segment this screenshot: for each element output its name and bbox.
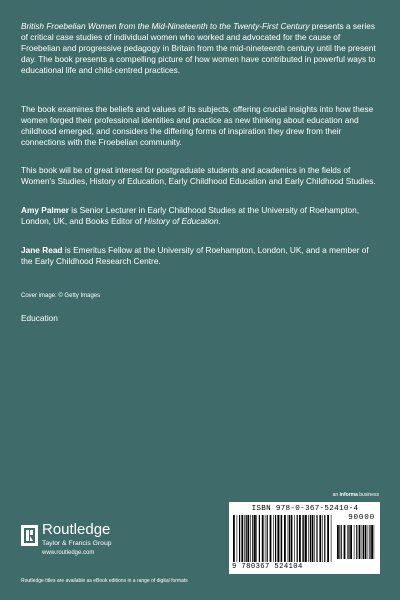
author-bio-1-text: is Senior Lecturer in Early Childhood Studies at the University of Roehampton, London, UK, and Books Editor of	[21, 205, 360, 226]
publisher-name: Routledge	[42, 521, 111, 538]
ean-digits: 9 780367 524104	[232, 563, 303, 571]
informa-suffix: business	[357, 492, 379, 498]
isbn-text: ISBN 978-0-367-52410-4	[251, 505, 359, 513]
author-name-1: Amy Palmer	[21, 205, 69, 215]
author-bio-1	[21, 205, 381, 227]
publisher-group: Taylor & Francis Group	[42, 540, 112, 547]
journal-title: History of Education	[144, 215, 219, 226]
barcode-addon-bars	[337, 525, 375, 559]
description-paragraph-1-text: presents a series of critical case studies of individual women who worked and advocated for the cause of Froebelian and progressive pedagogy in Britain from the mid-nineteenth century until the present day. The book presents a compelling picture of how women have contributed in powerful ways to educational life and child-centred practices.	[21, 21, 376, 75]
author-bio-1-end: .	[218, 215, 221, 226]
book-title: British Froebelian Women from the Mid-Nineteenth to the Twenty-First Century	[21, 21, 310, 31]
subject-category: Education	[21, 313, 58, 323]
author-bio-2	[21, 245, 381, 267]
routledge-logo-icon	[21, 525, 38, 546]
description-paragraph-3: This book will be of great interest for postgraduate students and academics in the fields of Women's Studies, History of Education, Early Childhood Education and Early Childhood Studies.	[21, 165, 376, 186]
author-bio-2-text: is Emeritus Fellow at the University of Roehampton, London, UK, and a member of the Early Childhood Research Centre.	[21, 245, 369, 266]
isbn-barcode	[229, 502, 380, 574]
description-paragraph-1	[21, 21, 381, 76]
informa-brand: informa	[339, 492, 358, 498]
barcode-addon-number: 90000	[348, 514, 375, 522]
cover-image-credit: Cover image: © Getty Images	[21, 293, 101, 299]
ebook-footnote: Routledge titles are available as eBook editions in a range of digital formats	[21, 578, 188, 584]
publisher-url[interactable]: www.routledge.com	[42, 550, 95, 556]
informa-tagline	[333, 492, 379, 498]
author-name-2: Jane Read	[21, 245, 63, 255]
description-paragraph-2: The book examines the beliefs and values of its subjects, offering crucial insights into how these women forged their professional identities and practice as new thinking about education and childhood emerged, and considers the differing forms of inspiration they drew from their connections with the Froebelian community.	[21, 104, 374, 147]
informa-prefix: an	[332, 492, 340, 498]
barcode-bars	[233, 515, 333, 562]
